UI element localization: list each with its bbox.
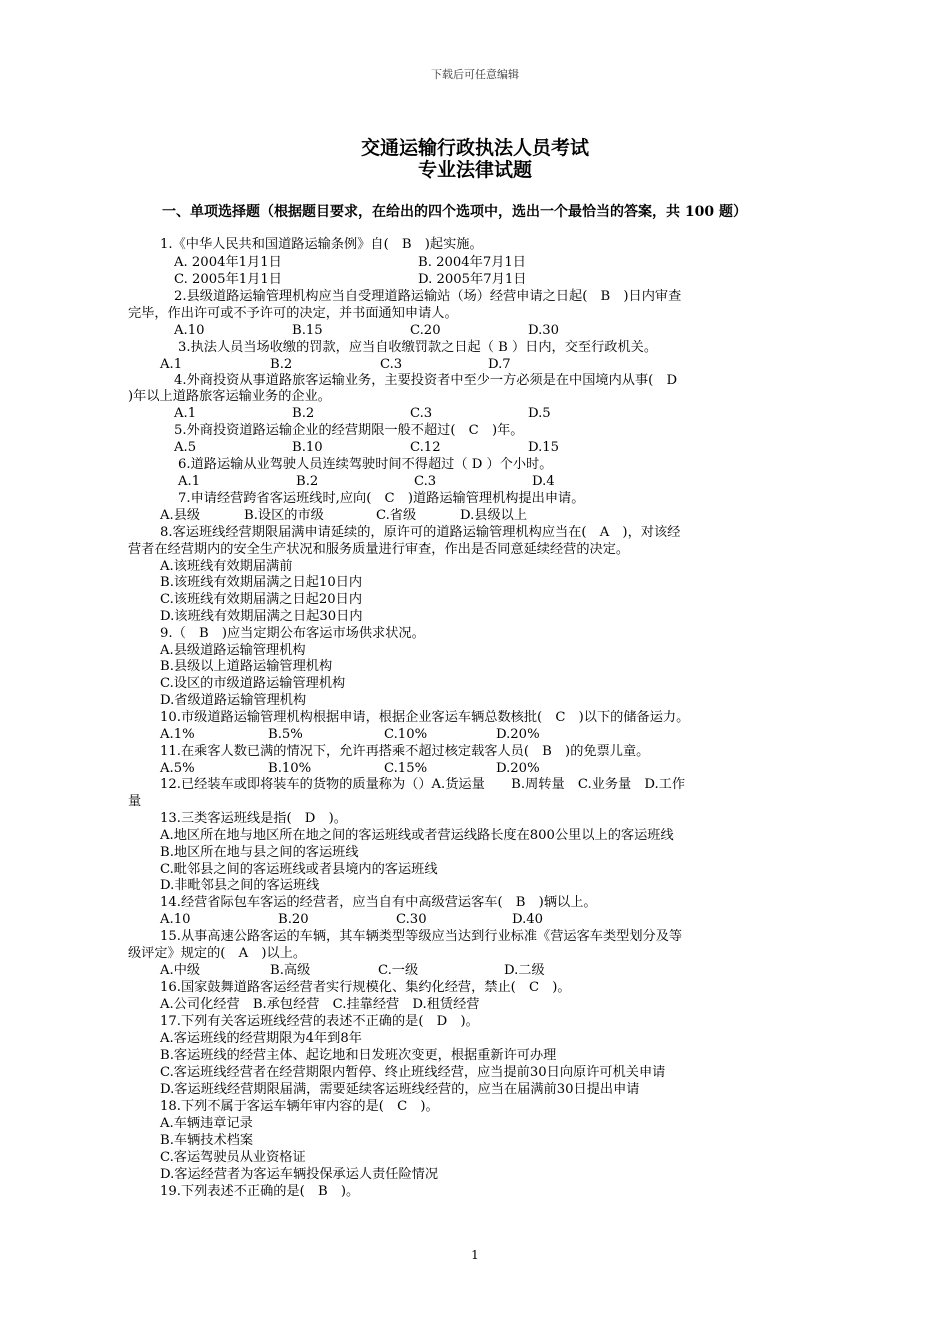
text-line: A.车辆违章记录 bbox=[160, 1116, 253, 1131]
option: B.10 bbox=[292, 440, 323, 455]
answer-options bbox=[160, 507, 860, 524]
text-line: A.公司化经营 B.承包经营 C.挂靠经营 D.租赁经营 bbox=[160, 997, 480, 1012]
text-line: 5.外商投资道路运输企业的经营期限一般不超过( C )年。 bbox=[174, 423, 524, 438]
option: A.5% bbox=[160, 761, 195, 776]
option: A.1 bbox=[174, 406, 197, 421]
text-line: A.地区所在地与地区所在地之间的客运班线或者营运线路长度在800公里以上的客运班线 bbox=[160, 828, 674, 843]
text-line: D.该班线有效期届满之日起30日内 bbox=[160, 609, 363, 624]
answer-options bbox=[174, 439, 874, 456]
option: A.县级 bbox=[160, 508, 201, 523]
option: C.20 bbox=[410, 323, 441, 338]
text-line: 15.从事高速公路客运的车辆，其车辆类型等级应当达到行业标准《营运客车类型划分及等 bbox=[160, 929, 683, 944]
option: B.10% bbox=[268, 761, 312, 776]
option: C.12 bbox=[410, 440, 441, 455]
text-line: D.省级道路运输管理机构 bbox=[160, 693, 307, 708]
option: A.1 bbox=[178, 474, 201, 489]
text-line: 12.已经装车或即将装车的货物的质量称为（）A.货运量 B.周转量 C.业务量 D.工作 bbox=[160, 777, 686, 792]
text-line: B.该班线有效期届满之日起10日内 bbox=[160, 575, 363, 590]
option: D.二级 bbox=[504, 963, 545, 978]
answer-options bbox=[178, 473, 878, 490]
option: C.3 bbox=[380, 357, 403, 372]
text-line: 13.三类客运班线是指( D )。 bbox=[160, 811, 347, 826]
answer-options bbox=[160, 962, 860, 979]
option: C.3 bbox=[410, 406, 433, 421]
answer-options bbox=[174, 271, 874, 288]
answer-options bbox=[160, 726, 860, 743]
text-line: C.该班线有效期届满之日起20日内 bbox=[160, 592, 363, 607]
option: C. 2005年1月1日 bbox=[174, 272, 282, 287]
text-line: A.县级道路运输管理机构 bbox=[160, 643, 306, 658]
option: C.10% bbox=[384, 727, 428, 742]
text-line: 完毕，作出许可或不予许可的决定，并书面通知申请人。 bbox=[128, 306, 458, 321]
option: C.省级 bbox=[376, 508, 417, 523]
page-number: 1 bbox=[471, 1248, 479, 1262]
text-line: 14.经营省际包车客运的经营者，应当自有中高级营运客车( B )辆以上。 bbox=[160, 895, 597, 910]
text-line: 8.客运班线经营期限届满申请延续的，原许可的道路运输管理机构应当在( A )，对该经 bbox=[160, 525, 681, 540]
text-line: 6.道路运输从业驾驶人员连续驾驶时间不得超过（ D ）个小时。 bbox=[178, 457, 553, 472]
text-line: B.地区所在地与县之间的客运班线 bbox=[160, 845, 359, 860]
option: D.县级以上 bbox=[460, 508, 528, 523]
option: A. 2004年1月1日 bbox=[174, 255, 282, 270]
text-line: 11.在乘客人数已满的情况下，允许再搭乘不超过核定载客人员( B )的免票儿童。 bbox=[160, 744, 650, 759]
option: B.高级 bbox=[270, 963, 311, 978]
answer-options bbox=[160, 760, 860, 777]
text-line: D.非毗邻县之间的客运班线 bbox=[160, 878, 320, 893]
text-line: 9.（ B )应当定期公布客运市场供求状况。 bbox=[160, 626, 425, 641]
text-line: 10.市级道路运输管理机构根据申请，根据企业客运车辆总数核批( C )以下的储备运力。 bbox=[160, 710, 690, 725]
option: C.30 bbox=[396, 912, 427, 927]
option: C.3 bbox=[414, 474, 437, 489]
option: A.中级 bbox=[160, 963, 201, 978]
text-line: 量 bbox=[128, 794, 142, 809]
option: B.20 bbox=[278, 912, 309, 927]
option: D. 2005年7月1日 bbox=[418, 272, 527, 287]
answer-options bbox=[160, 911, 860, 928]
option: B.2 bbox=[292, 406, 315, 421]
option: D.7 bbox=[488, 357, 511, 372]
option: B.设区的市级 bbox=[244, 508, 324, 523]
text-line: 2.县级道路运输管理机构应当自受理道路运输站（场）经营申请之日起( B )日内审查 bbox=[174, 289, 682, 304]
option: D.30 bbox=[528, 323, 560, 338]
text-line: C.设区的市级道路运输管理机构 bbox=[160, 676, 346, 691]
option: D.4 bbox=[532, 474, 555, 489]
text-line: C.客运驾驶员从业资格证 bbox=[160, 1150, 306, 1165]
option: D.40 bbox=[512, 912, 544, 927]
option: B.5% bbox=[268, 727, 303, 742]
option: A.10 bbox=[174, 323, 205, 338]
option: D.5 bbox=[528, 406, 551, 421]
answer-options bbox=[174, 405, 874, 422]
text-line: B.县级以上道路运输管理机构 bbox=[160, 659, 333, 674]
answer-options bbox=[174, 322, 874, 339]
text-line: 18.下列不属于客运车辆年审内容的是( C )。 bbox=[160, 1099, 439, 1114]
document-subtitle: 专业法律试题 bbox=[417, 159, 532, 181]
option: B.2 bbox=[270, 357, 293, 372]
text-line: )年以上道路旅客运输业务的企业。 bbox=[128, 389, 331, 404]
text-line: A.客运班线的经营期限为4年到8年 bbox=[160, 1031, 362, 1046]
option: D.15 bbox=[528, 440, 560, 455]
text-line: 19.下列表述不正确的是( B )。 bbox=[160, 1184, 360, 1199]
option: A.1% bbox=[160, 727, 195, 742]
text-line: B.客运班线的经营主体、起讫地和日发班次变更，根据重新许可办理 bbox=[160, 1048, 557, 1063]
option: A.5 bbox=[174, 440, 197, 455]
option: D.20% bbox=[496, 727, 540, 742]
text-line: C.毗邻县之间的客运班线或者县境内的客运班线 bbox=[160, 862, 438, 877]
option: B.15 bbox=[292, 323, 323, 338]
option: A.10 bbox=[160, 912, 191, 927]
text-line: 1.《中华人民共和国道路运输条例》自( B )起实施。 bbox=[160, 237, 483, 252]
option: C.15% bbox=[384, 761, 428, 776]
text-line: 4.外商投资从事道路旅客运输业务，主要投资者中至少一方必须是在中国境内从事( D bbox=[174, 373, 678, 388]
option: B. 2004年7月1日 bbox=[418, 255, 526, 270]
answer-options bbox=[174, 254, 874, 271]
text-line: 16.国家鼓舞道路客运经营者实行规模化、集约化经营，禁止( C )。 bbox=[160, 980, 571, 995]
option: C.一级 bbox=[378, 963, 419, 978]
document-title: 交通运输行政执法人员考试 bbox=[360, 137, 589, 159]
text-line: C.客运班线经营者在经营期限内暂停、终止班线经营，应当提前30日向原许可机关申请 bbox=[160, 1065, 666, 1080]
section-heading: 一、单项选择题（根据题目要求，在给出的四个选项中，选出一个最恰当的答案，共 100 题） bbox=[162, 204, 747, 220]
text-line: D.客运经营者为客运车辆投保承运人责任险情况 bbox=[160, 1167, 439, 1182]
text-line: 17.下列有关客运班线经营的表述不正确的是( D )。 bbox=[160, 1014, 479, 1029]
text-line: B.车辆技术档案 bbox=[160, 1133, 254, 1148]
text-line: 营者在经营期内的安全生产状况和服务质量进行审查，作出是否同意延续经营的决定。 bbox=[128, 542, 630, 557]
option: B.2 bbox=[296, 474, 319, 489]
page-header: 下载后可任意编辑 bbox=[431, 68, 519, 81]
option: A.1 bbox=[160, 357, 183, 372]
text-line: D.客运班线经营期限届满，需要延续客运班线经营的，应当在届满前30日提出申请 bbox=[160, 1082, 640, 1097]
answer-options bbox=[160, 356, 860, 373]
text-line: 7.申请经营跨省客运班线时,应向( C )道路运输管理机构提出申请。 bbox=[178, 491, 585, 506]
text-line: A.该班线有效期届满前 bbox=[160, 559, 293, 574]
option: D.20% bbox=[496, 761, 540, 776]
text-line: 3.执法人员当场收缴的罚款，应当自收缴罚款之日起（ B ）日内，交至行政机关。 bbox=[178, 340, 658, 355]
text-line: 级评定》规定的( A )以上。 bbox=[128, 946, 307, 961]
